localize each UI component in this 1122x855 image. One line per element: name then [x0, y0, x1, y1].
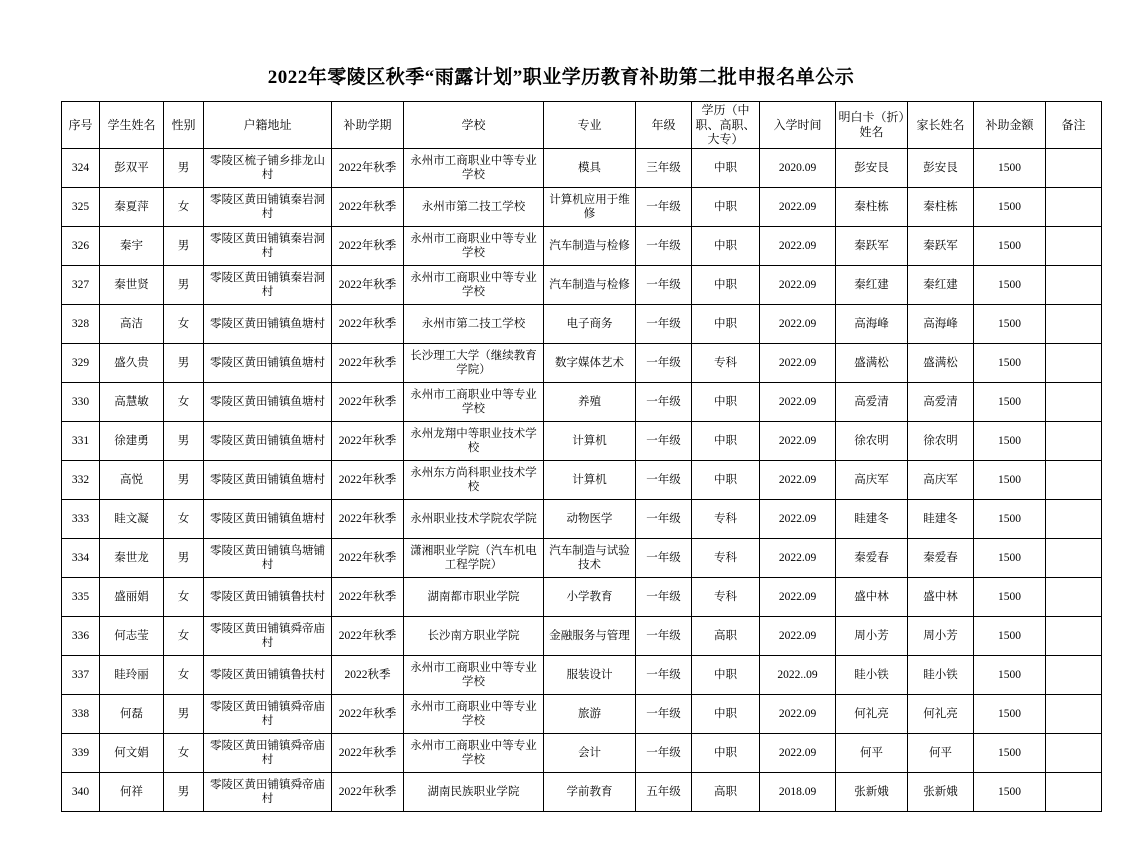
cell-remarks [1046, 382, 1102, 421]
cell-education-level: 中职 [692, 694, 760, 733]
cell-subsidy-amount: 1500 [974, 382, 1046, 421]
table-row [62, 538, 1102, 577]
table-row [62, 343, 1102, 382]
cell-gender: 女 [164, 187, 204, 226]
column-header-remarks: 备注 [1046, 102, 1102, 149]
cell-parent-name: 高海峰 [908, 304, 974, 343]
cell-enrollment-date: 2018.09 [760, 772, 836, 811]
cell-student-name: 秦世龙 [100, 538, 164, 577]
cell-enrollment-date: 2022.09 [760, 460, 836, 499]
cell-subsidy-term: 2022年秋季 [332, 421, 404, 460]
cell-enrollment-date: 2022.09 [760, 304, 836, 343]
cell-gender: 男 [164, 226, 204, 265]
cell-remarks [1046, 148, 1102, 187]
cell-major: 计算机 [544, 460, 636, 499]
cell-subsidy-amount: 1500 [974, 304, 1046, 343]
cell-household-address: 零陵区黄田铺镇鸟塘铺村 [204, 538, 332, 577]
cell-remarks [1046, 226, 1102, 265]
cell-remarks [1046, 460, 1102, 499]
cell-subsidy-term: 2022年秋季 [332, 304, 404, 343]
cell-enrollment-date: 2022.09 [760, 616, 836, 655]
cell-school: 永州市工商职业中等专业学校 [404, 694, 544, 733]
column-header-grade: 年级 [636, 102, 692, 149]
cell-school: 永州市工商职业中等专业学校 [404, 382, 544, 421]
cell-index: 327 [62, 265, 100, 304]
cell-gender: 男 [164, 265, 204, 304]
cell-subsidy-term: 2022秋季 [332, 655, 404, 694]
table-header-row [62, 102, 1102, 149]
cell-subsidy-amount: 1500 [974, 694, 1046, 733]
cell-parent-name: 盛满松 [908, 343, 974, 382]
cell-enrollment-date: 2022.09 [760, 382, 836, 421]
cell-subsidy-term: 2022年秋季 [332, 733, 404, 772]
cell-remarks [1046, 265, 1102, 304]
cell-household-address: 零陵区梳子铺乡排龙山村 [204, 148, 332, 187]
cell-parent-name: 秦跃军 [908, 226, 974, 265]
cell-remarks [1046, 577, 1102, 616]
cell-grade: 一年级 [636, 538, 692, 577]
cell-gender: 男 [164, 343, 204, 382]
cell-major: 汽车制造与检修 [544, 226, 636, 265]
cell-household-address: 零陵区黄田铺镇秦岩洞村 [204, 187, 332, 226]
cell-enrollment-date: 2022..09 [760, 655, 836, 694]
cell-student-name: 何志莹 [100, 616, 164, 655]
cell-grade: 五年级 [636, 772, 692, 811]
cell-gender: 女 [164, 577, 204, 616]
cell-index: 328 [62, 304, 100, 343]
cell-grade: 一年级 [636, 187, 692, 226]
cell-subsidy-term: 2022年秋季 [332, 343, 404, 382]
cell-household-address: 零陵区黄田铺镇秦岩洞村 [204, 265, 332, 304]
cell-grade: 一年级 [636, 694, 692, 733]
cell-parent-name: 高爱清 [908, 382, 974, 421]
cell-major: 汽车制造与检修 [544, 265, 636, 304]
cell-remarks [1046, 772, 1102, 811]
cell-education-level: 专科 [692, 343, 760, 382]
cell-household-address: 零陵区黄田铺镇鲁扶村 [204, 655, 332, 694]
cell-parent-name: 盛中林 [908, 577, 974, 616]
cell-subsidy-term: 2022年秋季 [332, 616, 404, 655]
cell-major: 服装设计 [544, 655, 636, 694]
cell-student-name: 眭文凝 [100, 499, 164, 538]
cell-index: 333 [62, 499, 100, 538]
cell-gender: 女 [164, 304, 204, 343]
cell-gender: 男 [164, 460, 204, 499]
cell-subsidy-term: 2022年秋季 [332, 499, 404, 538]
cell-household-address: 零陵区黄田铺镇鲁扶村 [204, 577, 332, 616]
cell-parent-name: 眭小铁 [908, 655, 974, 694]
cell-grade: 一年级 [636, 577, 692, 616]
cell-grade: 一年级 [636, 304, 692, 343]
cell-index: 326 [62, 226, 100, 265]
column-header-school: 学校 [404, 102, 544, 149]
cell-household-address: 零陵区黄田铺镇鱼塘村 [204, 343, 332, 382]
cell-index: 337 [62, 655, 100, 694]
cell-major: 会计 [544, 733, 636, 772]
table-row [62, 616, 1102, 655]
cell-card-holder-name: 眭建冬 [836, 499, 908, 538]
cell-subsidy-amount: 1500 [974, 577, 1046, 616]
cell-subsidy-term: 2022年秋季 [332, 382, 404, 421]
cell-subsidy-term: 2022年秋季 [332, 577, 404, 616]
cell-gender: 女 [164, 616, 204, 655]
document-page [0, 62, 1122, 855]
cell-subsidy-amount: 1500 [974, 187, 1046, 226]
cell-grade: 一年级 [636, 226, 692, 265]
cell-index: 330 [62, 382, 100, 421]
cell-remarks [1046, 499, 1102, 538]
cell-gender: 男 [164, 538, 204, 577]
cell-gender: 男 [164, 694, 204, 733]
cell-enrollment-date: 2022.09 [760, 226, 836, 265]
cell-remarks [1046, 655, 1102, 694]
cell-grade: 一年级 [636, 460, 692, 499]
cell-card-holder-name: 眭小铁 [836, 655, 908, 694]
column-header-subsidy-term: 补助学期 [332, 102, 404, 149]
cell-household-address: 零陵区黄田铺镇舜帝庙村 [204, 772, 332, 811]
column-header-student-name: 学生姓名 [100, 102, 164, 149]
cell-household-address: 零陵区黄田铺镇舜帝庙村 [204, 616, 332, 655]
cell-student-name: 高慧敏 [100, 382, 164, 421]
subsidy-applicants-table [61, 101, 1102, 812]
cell-grade: 一年级 [636, 655, 692, 694]
cell-parent-name: 张新娥 [908, 772, 974, 811]
cell-grade: 一年级 [636, 733, 692, 772]
cell-school: 永州市第二技工学校 [404, 187, 544, 226]
cell-education-level: 专科 [692, 499, 760, 538]
cell-student-name: 何文娟 [100, 733, 164, 772]
cell-index: 334 [62, 538, 100, 577]
cell-parent-name: 周小芳 [908, 616, 974, 655]
cell-parent-name: 秦柱栋 [908, 187, 974, 226]
cell-household-address: 零陵区黄田铺镇秦岩洞村 [204, 226, 332, 265]
table-container [61, 101, 1086, 812]
cell-grade: 一年级 [636, 382, 692, 421]
cell-education-level: 中职 [692, 421, 760, 460]
cell-parent-name: 秦红建 [908, 265, 974, 304]
cell-student-name: 何祥 [100, 772, 164, 811]
cell-subsidy-term: 2022年秋季 [332, 538, 404, 577]
cell-education-level: 中职 [692, 226, 760, 265]
cell-grade: 一年级 [636, 421, 692, 460]
cell-education-level: 中职 [692, 304, 760, 343]
cell-household-address: 零陵区黄田铺镇鱼塘村 [204, 382, 332, 421]
cell-remarks [1046, 304, 1102, 343]
cell-subsidy-term: 2022年秋季 [332, 772, 404, 811]
cell-subsidy-amount: 1500 [974, 616, 1046, 655]
table-row [62, 382, 1102, 421]
cell-index: 332 [62, 460, 100, 499]
cell-remarks [1046, 421, 1102, 460]
cell-student-name: 秦夏萍 [100, 187, 164, 226]
column-header-card-holder-name: 明白卡（折）姓名 [836, 102, 908, 149]
cell-student-name: 秦世贤 [100, 265, 164, 304]
cell-gender: 男 [164, 772, 204, 811]
cell-gender: 女 [164, 733, 204, 772]
cell-household-address: 零陵区黄田铺镇舜帝庙村 [204, 694, 332, 733]
cell-enrollment-date: 2022.09 [760, 694, 836, 733]
cell-card-holder-name: 何礼亮 [836, 694, 908, 733]
cell-remarks [1046, 187, 1102, 226]
cell-education-level: 中职 [692, 187, 760, 226]
cell-school: 潇湘职业学院（汽车机电工程学院） [404, 538, 544, 577]
cell-major: 模具 [544, 148, 636, 187]
cell-student-name: 秦宇 [100, 226, 164, 265]
cell-enrollment-date: 2022.09 [760, 538, 836, 577]
cell-school: 永州东方尚科职业技术学校 [404, 460, 544, 499]
table-row [62, 577, 1102, 616]
cell-index: 331 [62, 421, 100, 460]
column-header-enrollment-date: 入学时间 [760, 102, 836, 149]
cell-parent-name: 彭安艮 [908, 148, 974, 187]
cell-household-address: 零陵区黄田铺镇鱼塘村 [204, 460, 332, 499]
cell-education-level: 专科 [692, 538, 760, 577]
cell-major: 计算机应用于维修 [544, 187, 636, 226]
column-header-education-level: 学历（中职、高职、大专） [692, 102, 760, 149]
cell-school: 永州市工商职业中等专业学校 [404, 265, 544, 304]
cell-subsidy-amount: 1500 [974, 499, 1046, 538]
cell-school: 永州市工商职业中等专业学校 [404, 148, 544, 187]
table-row [62, 187, 1102, 226]
cell-education-level: 中职 [692, 655, 760, 694]
cell-card-holder-name: 秦爱春 [836, 538, 908, 577]
cell-subsidy-amount: 1500 [974, 421, 1046, 460]
table-header [62, 102, 1102, 149]
page-title: 2022年零陵区秋季“雨露计划”职业学历教育补助第二批申报名单公示 [267, 67, 855, 88]
cell-gender: 男 [164, 148, 204, 187]
cell-subsidy-term: 2022年秋季 [332, 148, 404, 187]
cell-parent-name: 徐农明 [908, 421, 974, 460]
cell-school: 湖南都市职业学院 [404, 577, 544, 616]
cell-card-holder-name: 周小芳 [836, 616, 908, 655]
cell-subsidy-term: 2022年秋季 [332, 187, 404, 226]
cell-school: 永州职业技术学院农学院 [404, 499, 544, 538]
cell-enrollment-date: 2020.09 [760, 148, 836, 187]
table-row [62, 733, 1102, 772]
cell-grade: 一年级 [636, 499, 692, 538]
cell-enrollment-date: 2022.09 [760, 499, 836, 538]
cell-subsidy-amount: 1500 [974, 733, 1046, 772]
table-row [62, 226, 1102, 265]
column-header-gender: 性别 [164, 102, 204, 149]
cell-household-address: 零陵区黄田铺镇鱼塘村 [204, 499, 332, 538]
table-row [62, 421, 1102, 460]
table-row [62, 304, 1102, 343]
cell-education-level: 高职 [692, 772, 760, 811]
cell-education-level: 专科 [692, 577, 760, 616]
cell-remarks [1046, 616, 1102, 655]
cell-enrollment-date: 2022.09 [760, 421, 836, 460]
cell-subsidy-term: 2022年秋季 [332, 265, 404, 304]
cell-parent-name: 何平 [908, 733, 974, 772]
cell-student-name: 眭玲丽 [100, 655, 164, 694]
cell-index: 329 [62, 343, 100, 382]
cell-major: 计算机 [544, 421, 636, 460]
cell-major: 数字媒体艺术 [544, 343, 636, 382]
cell-card-holder-name: 徐农明 [836, 421, 908, 460]
cell-student-name: 盛丽娟 [100, 577, 164, 616]
cell-education-level: 中职 [692, 148, 760, 187]
cell-subsidy-amount: 1500 [974, 655, 1046, 694]
cell-enrollment-date: 2022.09 [760, 187, 836, 226]
cell-card-holder-name: 彭安艮 [836, 148, 908, 187]
cell-school: 永州市工商职业中等专业学校 [404, 655, 544, 694]
cell-household-address: 零陵区黄田铺镇鱼塘村 [204, 421, 332, 460]
cell-card-holder-name: 盛中林 [836, 577, 908, 616]
cell-card-holder-name: 秦红建 [836, 265, 908, 304]
table-row [62, 655, 1102, 694]
cell-education-level: 中职 [692, 460, 760, 499]
cell-index: 324 [62, 148, 100, 187]
cell-gender: 女 [164, 499, 204, 538]
cell-student-name: 彭双平 [100, 148, 164, 187]
cell-major: 养殖 [544, 382, 636, 421]
cell-gender: 女 [164, 382, 204, 421]
cell-enrollment-date: 2022.09 [760, 733, 836, 772]
cell-card-holder-name: 何平 [836, 733, 908, 772]
cell-student-name: 何磊 [100, 694, 164, 733]
cell-major: 旅游 [544, 694, 636, 733]
cell-card-holder-name: 秦跃军 [836, 226, 908, 265]
table-body [62, 148, 1102, 811]
cell-card-holder-name: 高海峰 [836, 304, 908, 343]
cell-major: 动物医学 [544, 499, 636, 538]
column-header-major: 专业 [544, 102, 636, 149]
cell-subsidy-term: 2022年秋季 [332, 226, 404, 265]
cell-education-level: 中职 [692, 733, 760, 772]
cell-enrollment-date: 2022.09 [760, 577, 836, 616]
cell-grade: 三年级 [636, 148, 692, 187]
cell-grade: 一年级 [636, 265, 692, 304]
cell-student-name: 高洁 [100, 304, 164, 343]
cell-student-name: 徐建勇 [100, 421, 164, 460]
cell-grade: 一年级 [636, 343, 692, 382]
cell-card-holder-name: 高庆军 [836, 460, 908, 499]
cell-gender: 男 [164, 421, 204, 460]
cell-subsidy-amount: 1500 [974, 148, 1046, 187]
column-header-index: 序号 [62, 102, 100, 149]
cell-subsidy-amount: 1500 [974, 343, 1046, 382]
cell-major: 电子商务 [544, 304, 636, 343]
cell-parent-name: 高庆军 [908, 460, 974, 499]
column-header-household-address: 户籍地址 [204, 102, 332, 149]
table-row [62, 772, 1102, 811]
cell-subsidy-amount: 1500 [974, 772, 1046, 811]
cell-education-level: 中职 [692, 265, 760, 304]
cell-index: 338 [62, 694, 100, 733]
cell-parent-name: 何礼亮 [908, 694, 974, 733]
cell-index: 335 [62, 577, 100, 616]
cell-subsidy-amount: 1500 [974, 460, 1046, 499]
cell-major: 金融服务与管理 [544, 616, 636, 655]
cell-remarks [1046, 733, 1102, 772]
cell-enrollment-date: 2022.09 [760, 343, 836, 382]
cell-school: 永州市工商职业中等专业学校 [404, 226, 544, 265]
column-header-parent-name: 家长姓名 [908, 102, 974, 149]
cell-major: 学前教育 [544, 772, 636, 811]
cell-index: 336 [62, 616, 100, 655]
column-header-subsidy-amount: 补助金额 [974, 102, 1046, 149]
table-row [62, 694, 1102, 733]
table-row [62, 265, 1102, 304]
cell-school: 长沙理工大学（继续教育学院） [404, 343, 544, 382]
table-row [62, 148, 1102, 187]
cell-school: 永州市第二技工学校 [404, 304, 544, 343]
table-row [62, 460, 1102, 499]
cell-household-address: 零陵区黄田铺镇鱼塘村 [204, 304, 332, 343]
cell-parent-name: 秦爱春 [908, 538, 974, 577]
cell-subsidy-amount: 1500 [974, 265, 1046, 304]
cell-card-holder-name: 张新娥 [836, 772, 908, 811]
cell-major: 小学教育 [544, 577, 636, 616]
cell-index: 339 [62, 733, 100, 772]
cell-student-name: 盛久贵 [100, 343, 164, 382]
cell-subsidy-term: 2022年秋季 [332, 460, 404, 499]
cell-gender: 女 [164, 655, 204, 694]
cell-school: 永州龙翔中等职业技术学校 [404, 421, 544, 460]
cell-index: 325 [62, 187, 100, 226]
cell-household-address: 零陵区黄田铺镇舜帝庙村 [204, 733, 332, 772]
cell-major: 汽车制造与试验技术 [544, 538, 636, 577]
cell-remarks [1046, 538, 1102, 577]
cell-school: 长沙南方职业学院 [404, 616, 544, 655]
cell-subsidy-amount: 1500 [974, 226, 1046, 265]
cell-card-holder-name: 高爱清 [836, 382, 908, 421]
cell-card-holder-name: 盛满松 [836, 343, 908, 382]
cell-grade: 一年级 [636, 616, 692, 655]
cell-parent-name: 眭建冬 [908, 499, 974, 538]
cell-education-level: 中职 [692, 382, 760, 421]
cell-card-holder-name: 秦柱栋 [836, 187, 908, 226]
table-row [62, 499, 1102, 538]
cell-school: 永州市工商职业中等专业学校 [404, 733, 544, 772]
cell-subsidy-term: 2022年秋季 [332, 694, 404, 733]
cell-subsidy-amount: 1500 [974, 538, 1046, 577]
cell-education-level: 高职 [692, 616, 760, 655]
cell-index: 340 [62, 772, 100, 811]
cell-remarks [1046, 694, 1102, 733]
cell-enrollment-date: 2022.09 [760, 265, 836, 304]
cell-school: 湖南民族职业学院 [404, 772, 544, 811]
cell-student-name: 高悦 [100, 460, 164, 499]
cell-remarks [1046, 343, 1102, 382]
